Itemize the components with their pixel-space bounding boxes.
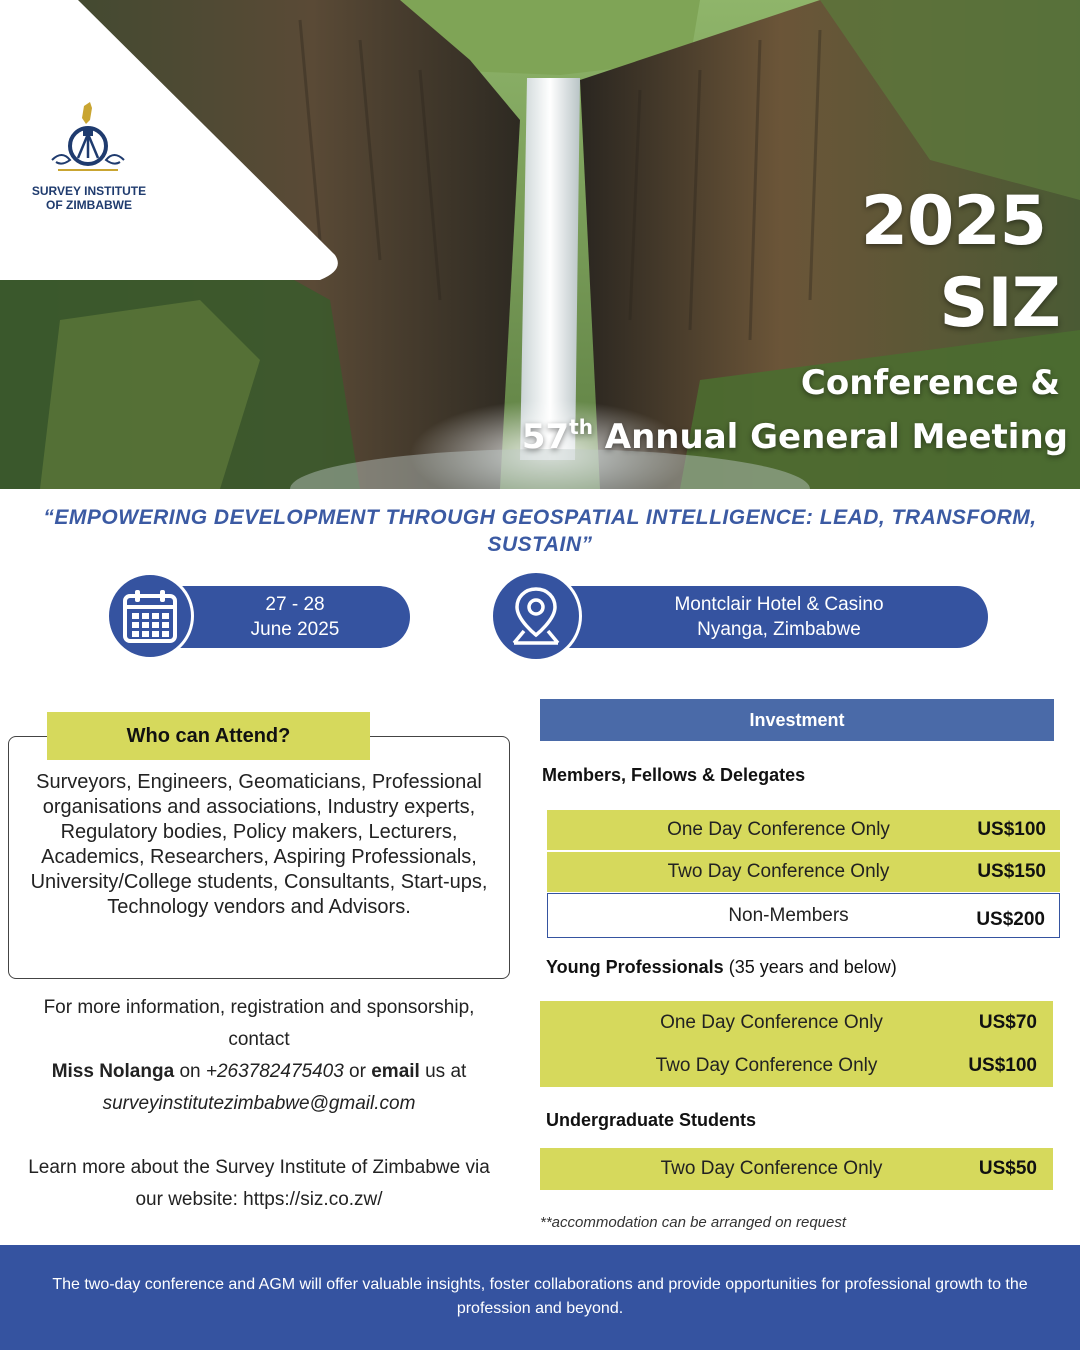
contact-line [14, 1056, 504, 1088]
price-label: One Day Conference Only [667, 819, 890, 840]
date-month-year: June 2025 [250, 619, 340, 640]
hero-banner [0, 0, 1080, 489]
non-members-row [547, 893, 1060, 938]
members-section-title: Members, Fellows & Delegates [542, 765, 806, 785]
price-label: Two Day Conference Only [655, 1054, 878, 1076]
agm-ordinal-suffix: th [569, 415, 593, 439]
price-value: US$100 [968, 1054, 1037, 1076]
young-section-title [546, 955, 897, 979]
hero-subtitle-line1: Conference & [800, 363, 1060, 403]
contact-info [14, 992, 504, 1120]
contact-intro: For more information, registration and sponsorship, contact [43, 997, 475, 1050]
contact-phone[interactable]: +263782475403 [205, 1061, 344, 1082]
contact-name: Miss Nolanga [51, 1061, 175, 1082]
footer-banner [0, 1245, 1080, 1350]
price-value: US$70 [978, 1011, 1037, 1033]
price-value: US$50 [978, 1158, 1037, 1179]
institute-name-line2: OF ZIMBABWE [46, 198, 132, 212]
hero-acronym: SIZ [939, 264, 1060, 343]
website-info: Learn more about the Survey Institute of Zimbabwe via our website: https://siz.co.zw/ [28, 1157, 490, 1210]
price-label: One Day Conference Only [660, 1011, 883, 1033]
investment-header: Investment [540, 699, 1054, 741]
agm-title: Annual General Meeting [592, 417, 1068, 457]
venue-name: Montclair Hotel & Casino [674, 594, 884, 615]
contact-email[interactable]: surveyinstitutezimbabwe@gmail.com [102, 1093, 416, 1114]
date-range: 27 - 28 [265, 594, 325, 615]
calendar-icon [106, 572, 194, 660]
accommodation-note: **accommodation can be arranged on request [540, 1214, 847, 1231]
students-two-day-row [540, 1148, 1053, 1190]
contact-on: on [174, 1061, 206, 1082]
footer-text: The two-day conference and AGM will offer valuable insights, foster collaborations and provide opportunities for professional growth to the profession and beyond. [52, 1276, 1028, 1317]
institute-name [14, 184, 164, 212]
institute-name-line1: SURVEY INSTITUTE [31, 184, 147, 198]
agm-number: 57 [521, 417, 570, 457]
members-one-day-row [547, 810, 1060, 850]
contact-us-at: us at [419, 1061, 467, 1082]
price-value: US$200 [976, 908, 1045, 930]
young-title: Young Professionals [546, 957, 724, 977]
attend-title: Who can Attend? [47, 712, 370, 760]
price-label: Two Day Conference Only [660, 1158, 883, 1179]
conference-theme: “EMPOWERING DEVELOPMENT THROUGH GEOSPATIAL INTELLIGENCE: LEAD, TRANSFORM, SUSTAIN” [43, 506, 1037, 556]
contact-email-word: email [371, 1061, 420, 1082]
contact-or: or [343, 1061, 372, 1082]
price-value: US$150 [977, 861, 1046, 882]
young-subtitle: (35 years and below) [723, 957, 897, 977]
young-one-day-row [540, 1001, 1053, 1044]
hero-subtitle-line2 [522, 406, 1068, 458]
location-pin-icon [490, 570, 582, 662]
venue-pill [530, 586, 988, 648]
young-two-day-row [540, 1044, 1053, 1087]
students-section-title: Undergraduate Students [546, 1110, 757, 1130]
price-value: US$100 [977, 819, 1046, 840]
institute-emblem [44, 100, 132, 189]
price-label: Two Day Conference Only [667, 861, 890, 882]
members-two-day-row [547, 852, 1060, 892]
hero-year: 2025 [860, 182, 1046, 261]
venue-location: Nyanga, Zimbabwe [697, 619, 861, 640]
attend-description: Surveyors, Engineers, Geomaticians, Professional organisations and associations, Industry experts, Regulatory bodies, Policy makers, Lecturers, Academics, Researchers, Aspiring Professionals, University/College students, Consultants, Start-ups, Technology vendors and Advisors. [30, 771, 488, 918]
price-label: Non-Members [728, 904, 849, 926]
